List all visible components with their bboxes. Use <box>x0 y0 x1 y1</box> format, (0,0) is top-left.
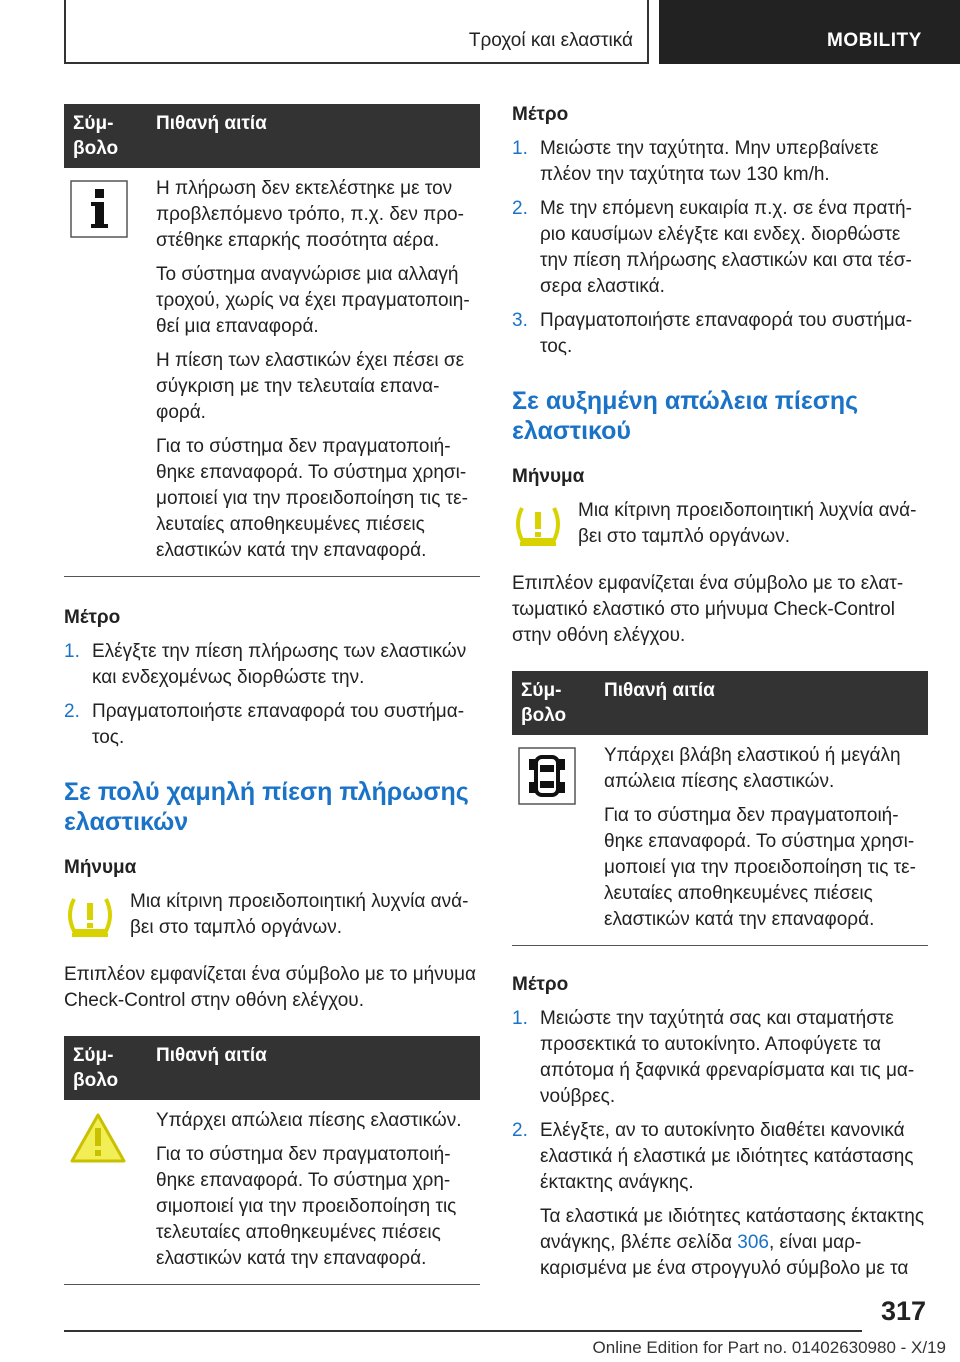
body-paragraph: Επιπλέον εμφανίζεται ένα σύμβολο με το μήνυμα Check-Control στην οθόνη ελέγχου. <box>64 964 477 1011</box>
message-text: Μια κίτρινη προειδοποιητική λυχνία ανάβει στο ταμπλό οργάνων. <box>578 500 917 547</box>
column-header-cause: Πιθανή αιτία <box>604 680 715 701</box>
cause-table-3 <box>512 671 928 946</box>
table-header <box>64 104 480 168</box>
measure-title: Μέτρο <box>512 104 569 125</box>
step-item: 1. Μειώστε την ταχύτητα. Μην υπερβαίνετε πλέον την ταχύτητα των 130 km/h. <box>512 138 879 185</box>
step-item: 1. Μειώστε την ταχύτητά σας και σταματήστε προσεκτικά το αυτοκίνητο. Αποφύγετε τα απότομα ή ξαφνικά φρεναρίσματα και τις μανούβρες. <box>512 1008 915 1107</box>
message-text: Μια κίτρινη προειδοποιητική λυχνία ανάβει στο ταμπλό οργάνων. <box>130 891 469 938</box>
tire-pressure-warning-icon <box>512 502 564 548</box>
chapter-title: Τροχοί και ελαστικά <box>468 30 633 51</box>
message-row <box>64 889 480 944</box>
step-note: Τα ελαστικά με ιδιότητες κατάστασης έκτακτης ανάγκης, βλέπε σελίδα 306, είναι μαρκαρισμένα με ένα στρογγυλό σύμβολο με τα <box>540 1206 924 1279</box>
column-header-symbol: Σύμ- βολο <box>73 113 119 159</box>
car-tire-defect-icon <box>518 747 576 805</box>
message-title: Μήνυμα <box>64 857 137 878</box>
cause-text: Υπάρχει βλάβη ελαστικού ή μεγάλη απώλεια πίεσης ελαστικών. <box>604 745 901 792</box>
table-row <box>64 168 480 577</box>
right-column <box>512 104 928 1290</box>
cause-text: Η πλήρωση δεν εκτελέστηκε με τον προβλεπόμενο τρόπο, π.χ. δεν προστέθηκε επαρκής ποσότητα αέρα. <box>156 178 464 251</box>
cause-text: Για το σύστημα δεν πραγματοποιήθηκε επαναφορά. Το σύστημα χρησιμοποιεί για την προειδοποίηση τις τελευταίες αποθηκευμένες πιέσεις ελαστικών κατά την επαναφορά. <box>604 805 916 930</box>
measure-title: Μέτρο <box>512 974 569 995</box>
measure-title: Μέτρο <box>64 607 121 628</box>
page-reference-link[interactable]: 306 <box>737 1232 769 1253</box>
column-header-symbol: Σύμ- βολο <box>521 680 567 726</box>
column-header-cause: Πιθανή αιτία <box>156 113 267 134</box>
table-header <box>64 1036 480 1100</box>
header-section-box <box>659 0 960 64</box>
footer-divider <box>64 1330 862 1332</box>
step-item: 2. Πραγματοποιήστε επαναφορά του συστήματος. <box>64 701 465 748</box>
cause-text: Υπάρχει απώλεια πίεσης ελαστικών. <box>156 1110 462 1131</box>
header-chapter-box <box>64 0 649 64</box>
cause-text: Η πίεση των ελαστικών έχει πέσει σε σύγκριση με την τελευταία επαναφορά. <box>156 350 465 423</box>
message-title: Μήνυμα <box>512 466 585 487</box>
table-row <box>512 735 928 946</box>
cause-text: Για το σύστημα δεν πραγματοποιήθηκε επαναφορά. Το σύστημα χρησιμοποιεί για την προειδοποίηση τις τελευταίες αποθηκευμένες πιέσεις ελαστικών κατά την επαναφορά. <box>156 436 468 561</box>
measure-steps <box>512 136 928 360</box>
left-column <box>64 104 480 1285</box>
step-item: 3. Πραγματοποιήστε επαναφορά του συστήματος. <box>512 310 913 357</box>
cause-text: Για το σύστημα δεν πραγματοποιήθηκε επαναφορά. Το σύστημα χρησιμοποιεί για την προειδοποίηση τις τελευταίες αποθηκευμένες πιέσεις ελαστικών κατά την επαναφορά. <box>156 1144 457 1269</box>
cause-text: Το σύστημα αναγνώρισε μια αλλαγή τροχού, χωρίς να έχει πραγματοποιηθεί μια επαναφορά. <box>156 264 470 337</box>
section-heading: Σε αυξημένη απώλεια πίεσης ελαστικού <box>512 387 859 445</box>
table-header <box>512 671 928 735</box>
column-header-cause: Πιθανή αιτία <box>156 1045 267 1066</box>
step-item: 1. Ελέγξτε την πίεση πλήρωσης των ελαστικών και ενδεχομένως διορθώστε την. <box>64 641 467 688</box>
warning-triangle-icon <box>70 1112 126 1164</box>
section-heading: Σε πολύ χαμηλή πίεση πλήρωσης ελαστικών <box>64 778 469 836</box>
step-item: 2. Ελέγξτε, αν το αυτοκίνητο διαθέτει κανονικά ελαστικά ή ελαστικά με ιδιότητες κατάστασης έκτακτης ανάγκης. Τα ελαστικά με ιδιότητες κατάστασης έκτακτης ανάγκης, βλέπε σελίδα 306, είναι μαρκαρισμένα με ένα στρογγυλό σύμβολο με τα <box>512 1118 928 1282</box>
section-title: MOBILITY <box>827 30 922 51</box>
measure-steps <box>512 1006 928 1282</box>
table-row <box>64 1100 480 1285</box>
info-icon <box>70 180 128 238</box>
column-header-symbol: Σύμ- βολο <box>73 1045 119 1091</box>
page-number: 317 <box>880 1296 926 1326</box>
measure-steps <box>64 639 480 751</box>
tire-pressure-warning-icon <box>64 893 116 939</box>
cause-table-2 <box>64 1036 480 1285</box>
footer-edition: Online Edition for Part no. 01402630980 - X/19 <box>592 1338 946 1357</box>
step-item: 2. Με την επόμενη ευκαιρία π.χ. σε ένα πρατήριο καυσίμων ελέγξτε και ενδεχ. διορθώστε την πίεση πλήρωσης ελαστικών και στα τέσσερα ελαστικά. <box>512 198 912 297</box>
message-row <box>512 498 928 553</box>
body-paragraph: Επιπλέον εμφανίζεται ένα σύμβολο με το ελαττωματικό ελαστικό στο μήνυμα Check-Control στην οθόνη ελέγχου. <box>512 573 904 646</box>
cause-table-1 <box>64 104 480 577</box>
